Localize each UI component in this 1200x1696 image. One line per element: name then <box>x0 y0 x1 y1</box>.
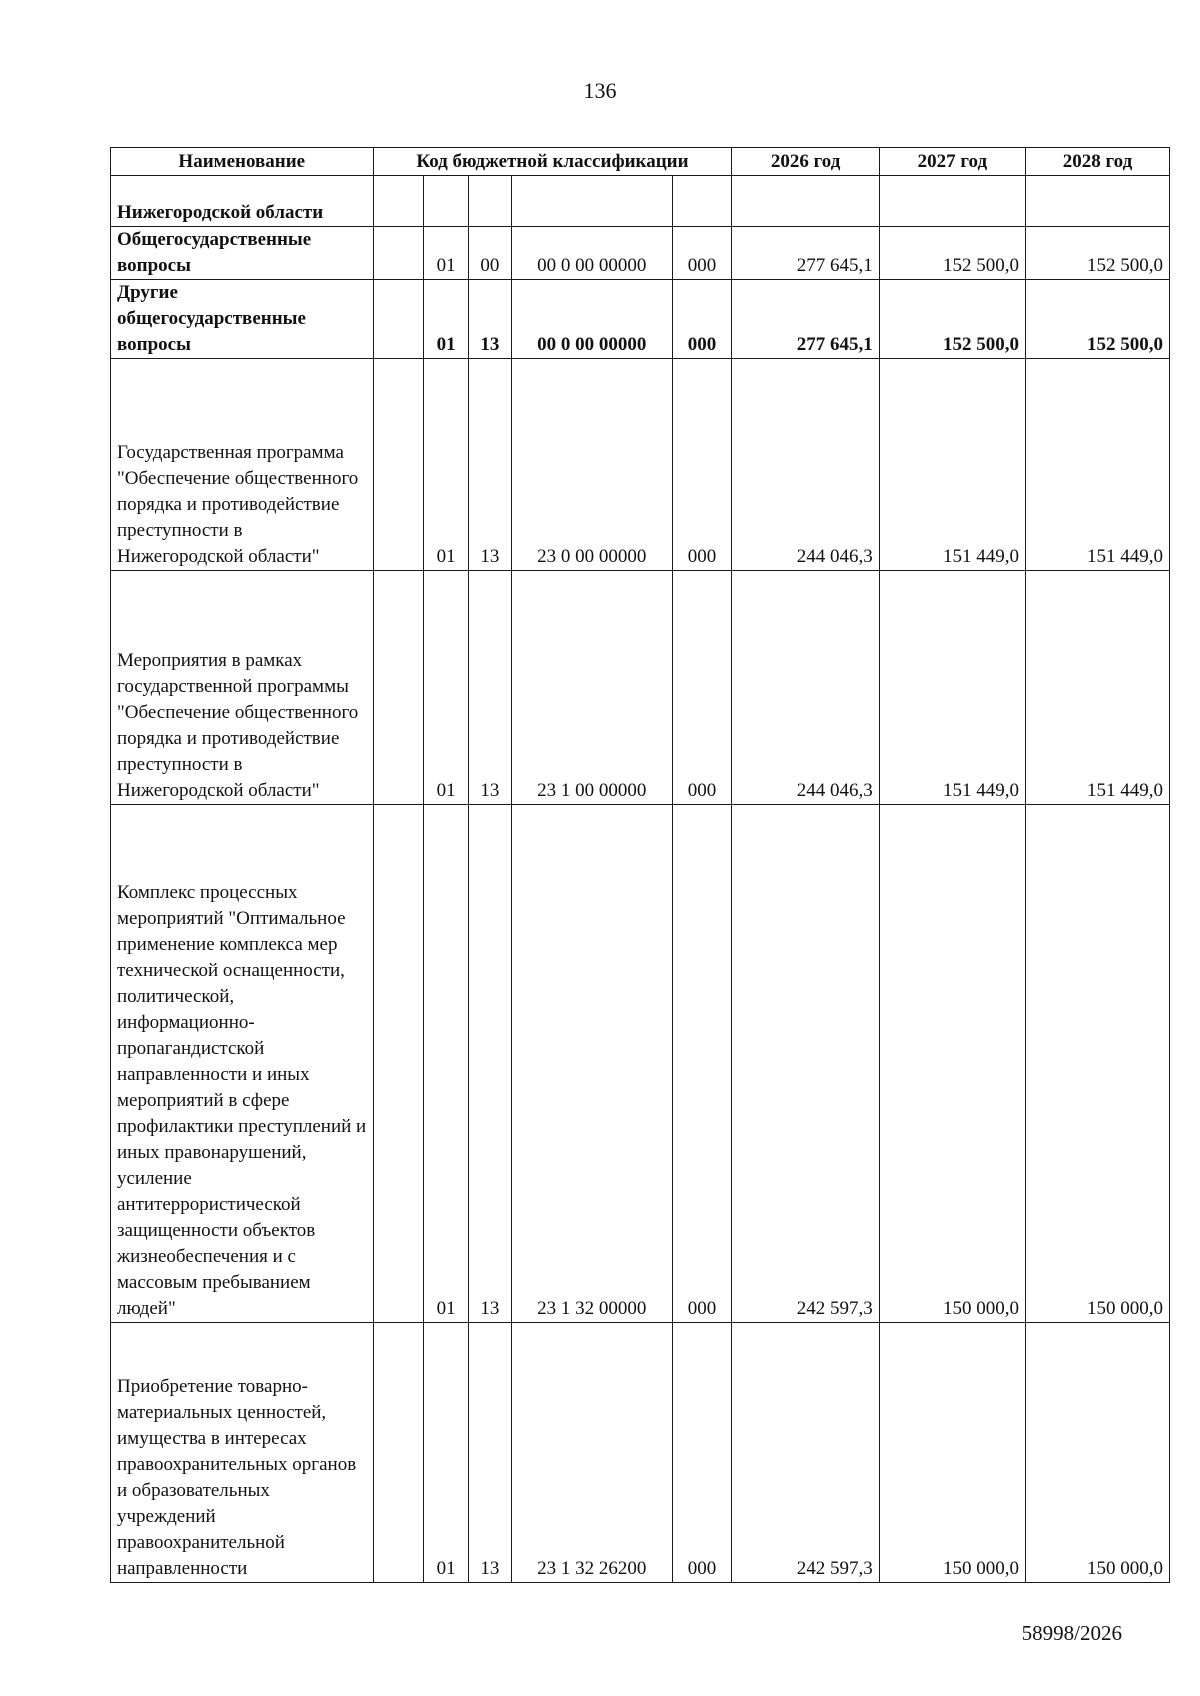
row-section: 01 <box>424 805 468 1323</box>
row-subsection: 13 <box>468 571 511 805</box>
row-section: 01 <box>424 280 468 359</box>
row-value-2026: 277 645,1 <box>732 227 879 280</box>
row-type: 000 <box>672 1323 732 1583</box>
row-name: Другие общегосударственные вопросы <box>111 280 374 359</box>
row-value-2027: 152 500,0 <box>879 227 1025 280</box>
row-section: 01 <box>424 359 468 571</box>
row-type: 000 <box>672 359 732 571</box>
row-target: 23 1 00 00000 <box>511 571 672 805</box>
row-type <box>672 176 732 227</box>
row-empty-cell <box>373 280 424 359</box>
row-subsection: 13 <box>468 280 511 359</box>
row-value-2026: 244 046,3 <box>732 571 879 805</box>
row-name: Комплекс процессных мероприятий "Оптимальное применение комплекса мер технической оснащенности, политической, информационно-пропагандистской направленности и иных мероприятий в сфере профилактики преступлений и иных правонарушений, усиление антитеррористической защищенности объектов жизнеобеспечения и с массовым пребыванием людей" <box>111 805 374 1323</box>
row-section: 01 <box>424 571 468 805</box>
row-type: 000 <box>672 227 732 280</box>
row-subsection: 13 <box>468 805 511 1323</box>
row-target: 00 0 00 00000 <box>511 280 672 359</box>
row-empty-cell <box>373 359 424 571</box>
row-section: 01 <box>424 227 468 280</box>
row-section: 01 <box>424 1323 468 1583</box>
row-subsection <box>468 176 511 227</box>
row-empty-cell <box>373 227 424 280</box>
row-value-2026: 242 597,3 <box>732 805 879 1323</box>
table-row <box>111 571 1170 805</box>
table-row <box>111 176 1170 227</box>
header-name: Наименование <box>111 148 374 176</box>
row-value-2026: 277 645,1 <box>732 280 879 359</box>
row-value-2027: 150 000,0 <box>879 1323 1025 1583</box>
row-type: 000 <box>672 805 732 1323</box>
row-value-2028: 151 449,0 <box>1025 571 1169 805</box>
row-value-2027 <box>879 176 1025 227</box>
row-value-2028: 150 000,0 <box>1025 1323 1169 1583</box>
row-subsection: 13 <box>468 359 511 571</box>
row-name: Общегосударственные вопросы <box>111 227 374 280</box>
row-value-2027: 151 449,0 <box>879 571 1025 805</box>
row-subsection: 00 <box>468 227 511 280</box>
row-name: Мероприятия в рамках государственной программы "Обеспечение общественного порядка и противодействие преступности в Нижегородской области" <box>111 571 374 805</box>
row-target: 23 1 32 26200 <box>511 1323 672 1583</box>
row-target <box>511 176 672 227</box>
page-number: 136 <box>583 78 617 103</box>
row-empty-cell <box>373 571 424 805</box>
row-value-2027: 150 000,0 <box>879 805 1025 1323</box>
row-empty-cell <box>373 805 424 1323</box>
row-value-2026: 242 597,3 <box>732 1323 879 1583</box>
row-value-2027: 152 500,0 <box>879 280 1025 359</box>
row-section <box>424 176 468 227</box>
row-type: 000 <box>672 280 732 359</box>
row-value-2026: 244 046,3 <box>732 359 879 571</box>
table-header-row <box>111 148 1170 176</box>
row-empty-cell <box>373 1323 424 1583</box>
table-row <box>111 359 1170 571</box>
row-value-2026 <box>732 176 879 227</box>
row-subsection: 13 <box>468 1323 511 1583</box>
row-value-2028: 152 500,0 <box>1025 280 1169 359</box>
row-name: Приобретение товарно-материальных ценностей, имущества в интересах правоохранительных органов и образовательных учреждений правоохранительной направленности <box>111 1323 374 1583</box>
row-name: Государственная программа "Обеспечение общественного порядка и противодействие преступности в Нижегородской области" <box>111 359 374 571</box>
row-value-2027: 151 449,0 <box>879 359 1025 571</box>
row-value-2028 <box>1025 176 1169 227</box>
table-row <box>111 280 1170 359</box>
row-empty-cell <box>373 176 424 227</box>
row-type: 000 <box>672 571 732 805</box>
row-target: 23 1 32 00000 <box>511 805 672 1323</box>
budget-table <box>110 147 1170 1583</box>
row-value-2028: 150 000,0 <box>1025 805 1169 1323</box>
header-year-2027: 2027 год <box>879 148 1025 176</box>
row-value-2028: 151 449,0 <box>1025 359 1169 571</box>
row-value-2028: 152 500,0 <box>1025 227 1169 280</box>
header-year-2028: 2028 год <box>1025 148 1169 176</box>
header-code: Код бюджетной классификации <box>373 148 732 176</box>
table-row <box>111 1323 1170 1583</box>
table-row <box>111 805 1170 1323</box>
row-target: 00 0 00 00000 <box>511 227 672 280</box>
row-name: Нижегородской области <box>111 176 374 227</box>
table-row <box>111 227 1170 280</box>
document-registration-number: 58998/2026 <box>1021 1621 1122 1645</box>
row-target: 23 0 00 00000 <box>511 359 672 571</box>
header-year-2026: 2026 год <box>732 148 879 176</box>
